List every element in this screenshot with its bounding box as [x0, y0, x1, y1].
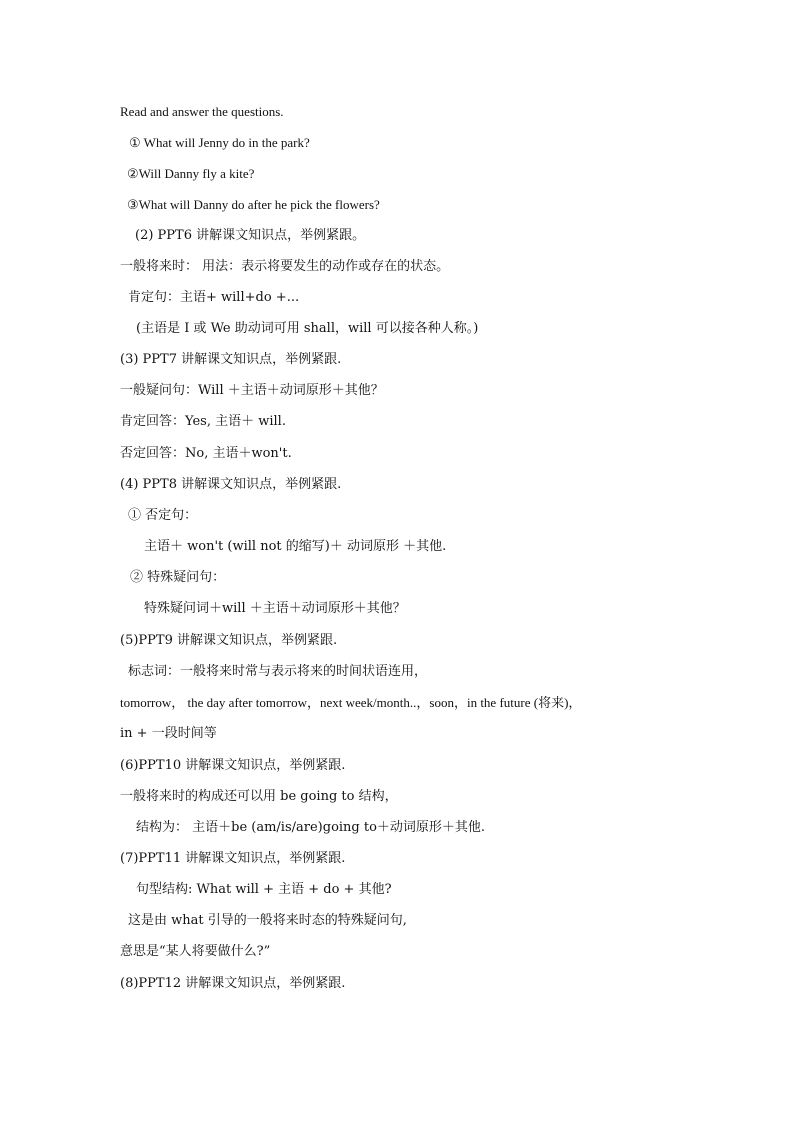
question-3: ③What will Danny do after he pick the flowers?: [127, 197, 380, 212]
negative-answer: 否定回答：No, 主语＋won't.: [120, 446, 292, 461]
signal-words-continued: in + 一段时间等: [120, 726, 217, 741]
sentence-pattern: 句型结构: What will + 主语 + do + 其他?: [136, 882, 392, 897]
future-tense-usage: 一般将来时： 用法：表示将要发生的动作或存在的状态。: [120, 259, 450, 274]
be-going-to-intro: 一般将来时的构成还可以用 be going to 结构，: [120, 789, 398, 804]
section-4-heading: (4) PPT8 讲解课文知识点，举例紧跟.: [120, 477, 342, 492]
section-7-heading: (7)PPT11 讲解课文知识点，举例紧跟.: [120, 851, 346, 866]
be-going-to-form: 结构为： 主语＋be (am/is/are)going to＋动词原形＋其他.: [136, 820, 486, 835]
affirmative-form: 肯定句：主语+ will+do +...: [128, 290, 300, 305]
section-3-heading: (3) PPT7 讲解课文知识点，举例紧跟.: [120, 352, 342, 367]
general-question-form: 一般疑问句：Will ＋主语＋动词原形＋其他？: [120, 383, 384, 398]
pattern-explanation: 这是由 what 引导的一般将来时态的特殊疑问句,: [128, 913, 407, 928]
section-5-heading: (5)PPT9 讲解课文知识点，举例紧跟.: [120, 633, 338, 648]
shall-will-note: (主语是 I 或 We 助动词可用 shall，will 可以接各种人称。): [136, 321, 479, 336]
special-question-form: 特殊疑问词＋will ＋主语＋动词原形＋其他？: [144, 601, 406, 616]
intro-instruction: Read and answer the questions.: [120, 104, 284, 119]
section-6-heading: (6)PPT10 讲解课文知识点，举例紧跟.: [120, 758, 346, 773]
special-question-label: ② 特殊疑问句：: [130, 570, 226, 585]
signal-words-intro: 标志词：一般将来时常与表示将来的时间状语连用，: [128, 664, 428, 679]
pattern-meaning: 意思是“某人将要做什么?”: [120, 944, 271, 959]
negative-sentence-label: ① 否定句：: [128, 508, 198, 523]
section-8-heading: (8)PPT12 讲解课文知识点，举例紧跟.: [120, 976, 346, 991]
section-2-heading: (2) PPT6 讲解课文知识点，举例紧跟。: [135, 228, 366, 243]
signal-words-list: tomorrow， the day after tomorrow，next week/month..，soon，in the future (将来)，: [120, 695, 582, 710]
positive-answer: 肯定回答：Yes, 主语＋ will.: [120, 414, 286, 429]
question-1: ① What will Jenny do in the park?: [129, 135, 310, 150]
question-2: ②Will Danny fly a kite?: [127, 166, 255, 181]
negative-sentence-form: 主语＋ won't (will not 的缩写)＋ 动词原形 ＋其他.: [144, 539, 447, 554]
